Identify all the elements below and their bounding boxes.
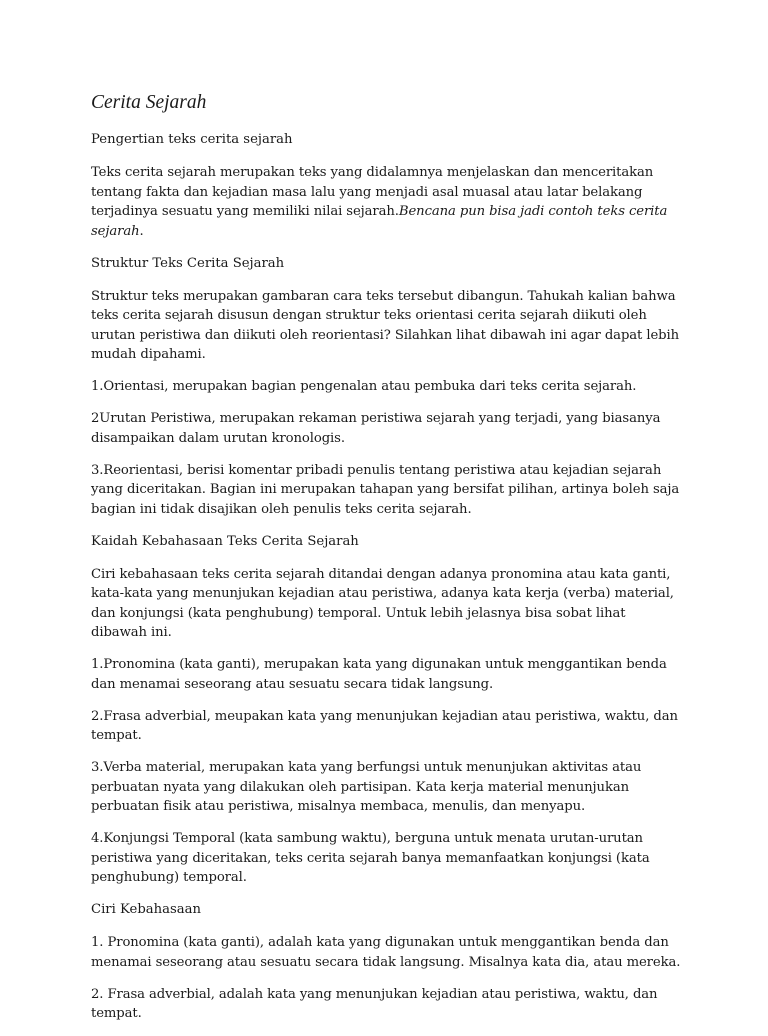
list-item: 1.Pronomina (kata ganti), merupakan kata yang digunakan untuk menggantikan benda dan menamai seseorang atau sesuatu secara tidak langsung. bbox=[91, 657, 667, 692]
section-heading: Pengertian teks cerita sejarah bbox=[91, 132, 293, 147]
section-ciri bbox=[91, 900, 681, 1024]
paragraph-tail: . bbox=[139, 223, 144, 239]
document-title: Cerita Sejarah bbox=[91, 92, 207, 113]
document-page bbox=[91, 88, 681, 1036]
list-item: 2.Frasa adverbial, meupakan kata yang menunjukan kejadian atau peristiwa, waktu, dan tempat. bbox=[91, 708, 678, 743]
section-heading: Struktur Teks Cerita Sejarah bbox=[91, 255, 285, 271]
paragraph bbox=[91, 163, 681, 241]
paragraph: Struktur teks merupakan gambaran cara teks tersebut dibangun. Tahukah kalian bahwa teks cerita sejarah disusun dengan struktur teks orientasi cerita sejarah diikuti oleh urutan peristiwa dan diikuti oleh reorientasi? Silahkan lihat dibawah ini agar dapat lebih mudah dipahami. bbox=[91, 288, 680, 362]
section-heading: Kaidah Kebahasaan Teks Cerita Sejarah bbox=[91, 533, 359, 549]
list-item: 2. Frasa adverbial, adalah kata yang menunjukan kejadian atau peristiwa, waktu, dan tempat. bbox=[91, 986, 658, 1021]
list-item: 2Urutan Peristiwa, merupakan rekaman peristiwa sejarah yang terjadi, yang biasanya disampaikan dalam urutan kronologis. bbox=[91, 411, 661, 446]
section-struktur bbox=[91, 254, 681, 520]
list-item: 3.Reorientasi, berisi komentar pribadi penulis tentang peristiwa atau kejadian sejarah yang diceritakan. Bagian ini merupakan tahapan yang bersifat pilihan, artinya boleh saja bagian ini tidak disajikan oleh penulis teks cerita sejarah. bbox=[91, 462, 680, 517]
list-item: 4.Konjungsi Temporal (kata sambung waktu), berguna untuk menata urutan-urutan peristiwa yang diceritakan, teks cerita sejarah banya memanfaatkan konjungsi (kata penghubung) temporal. bbox=[91, 831, 650, 885]
section-kaidah bbox=[91, 532, 681, 888]
section-heading: Ciri Kebahasaan bbox=[91, 902, 201, 917]
list-item: 1.Orientasi, merupakan bagian pengenalan atau pembuka dari teks cerita sejarah. bbox=[91, 379, 637, 394]
paragraph: Ciri kebahasaan teks cerita sejarah ditandai dengan adanya pronomina atau kata ganti, kata-kata yang menunjukan kejadian atau peristiwa, adanya kata kerja (verba) material, dan konjungsi (kata penghubung) temporal. Untuk lebih jelasnya bisa sobat lihat dibawah ini. bbox=[91, 566, 674, 640]
section-pengertian bbox=[91, 130, 681, 241]
list-item: 3.Verba material, merupakan kata yang berfungsi untuk menunjukan aktivitas atau perbuatan nyata yang dilakukan oleh partisipan. Kata kerja material menunjukan perbuatan fisik atau peristiwa, misalnya membaca, menulis, dan menyapu. bbox=[91, 760, 642, 814]
paragraph-text: Teks cerita sejarah merupakan teks yang didalamnya menjelaskan dan menceritakan tentang fakta dan kejadian masa lalu yang menjadi asal muasal atau latar belakang terjadinya sesuatu yang memiliki nilai sejarah. bbox=[91, 165, 654, 219]
paragraph-italic-text: Bencana pun bisa jadi contoh teks cerita sejarah bbox=[91, 204, 668, 239]
list-item: 1. Pronomina (kata ganti), adalah kata yang digunakan untuk menggantikan benda dan menamai seseorang atau sesuatu secara tidak langsung. Misalnya kata dia, atau mereka. bbox=[91, 935, 681, 970]
